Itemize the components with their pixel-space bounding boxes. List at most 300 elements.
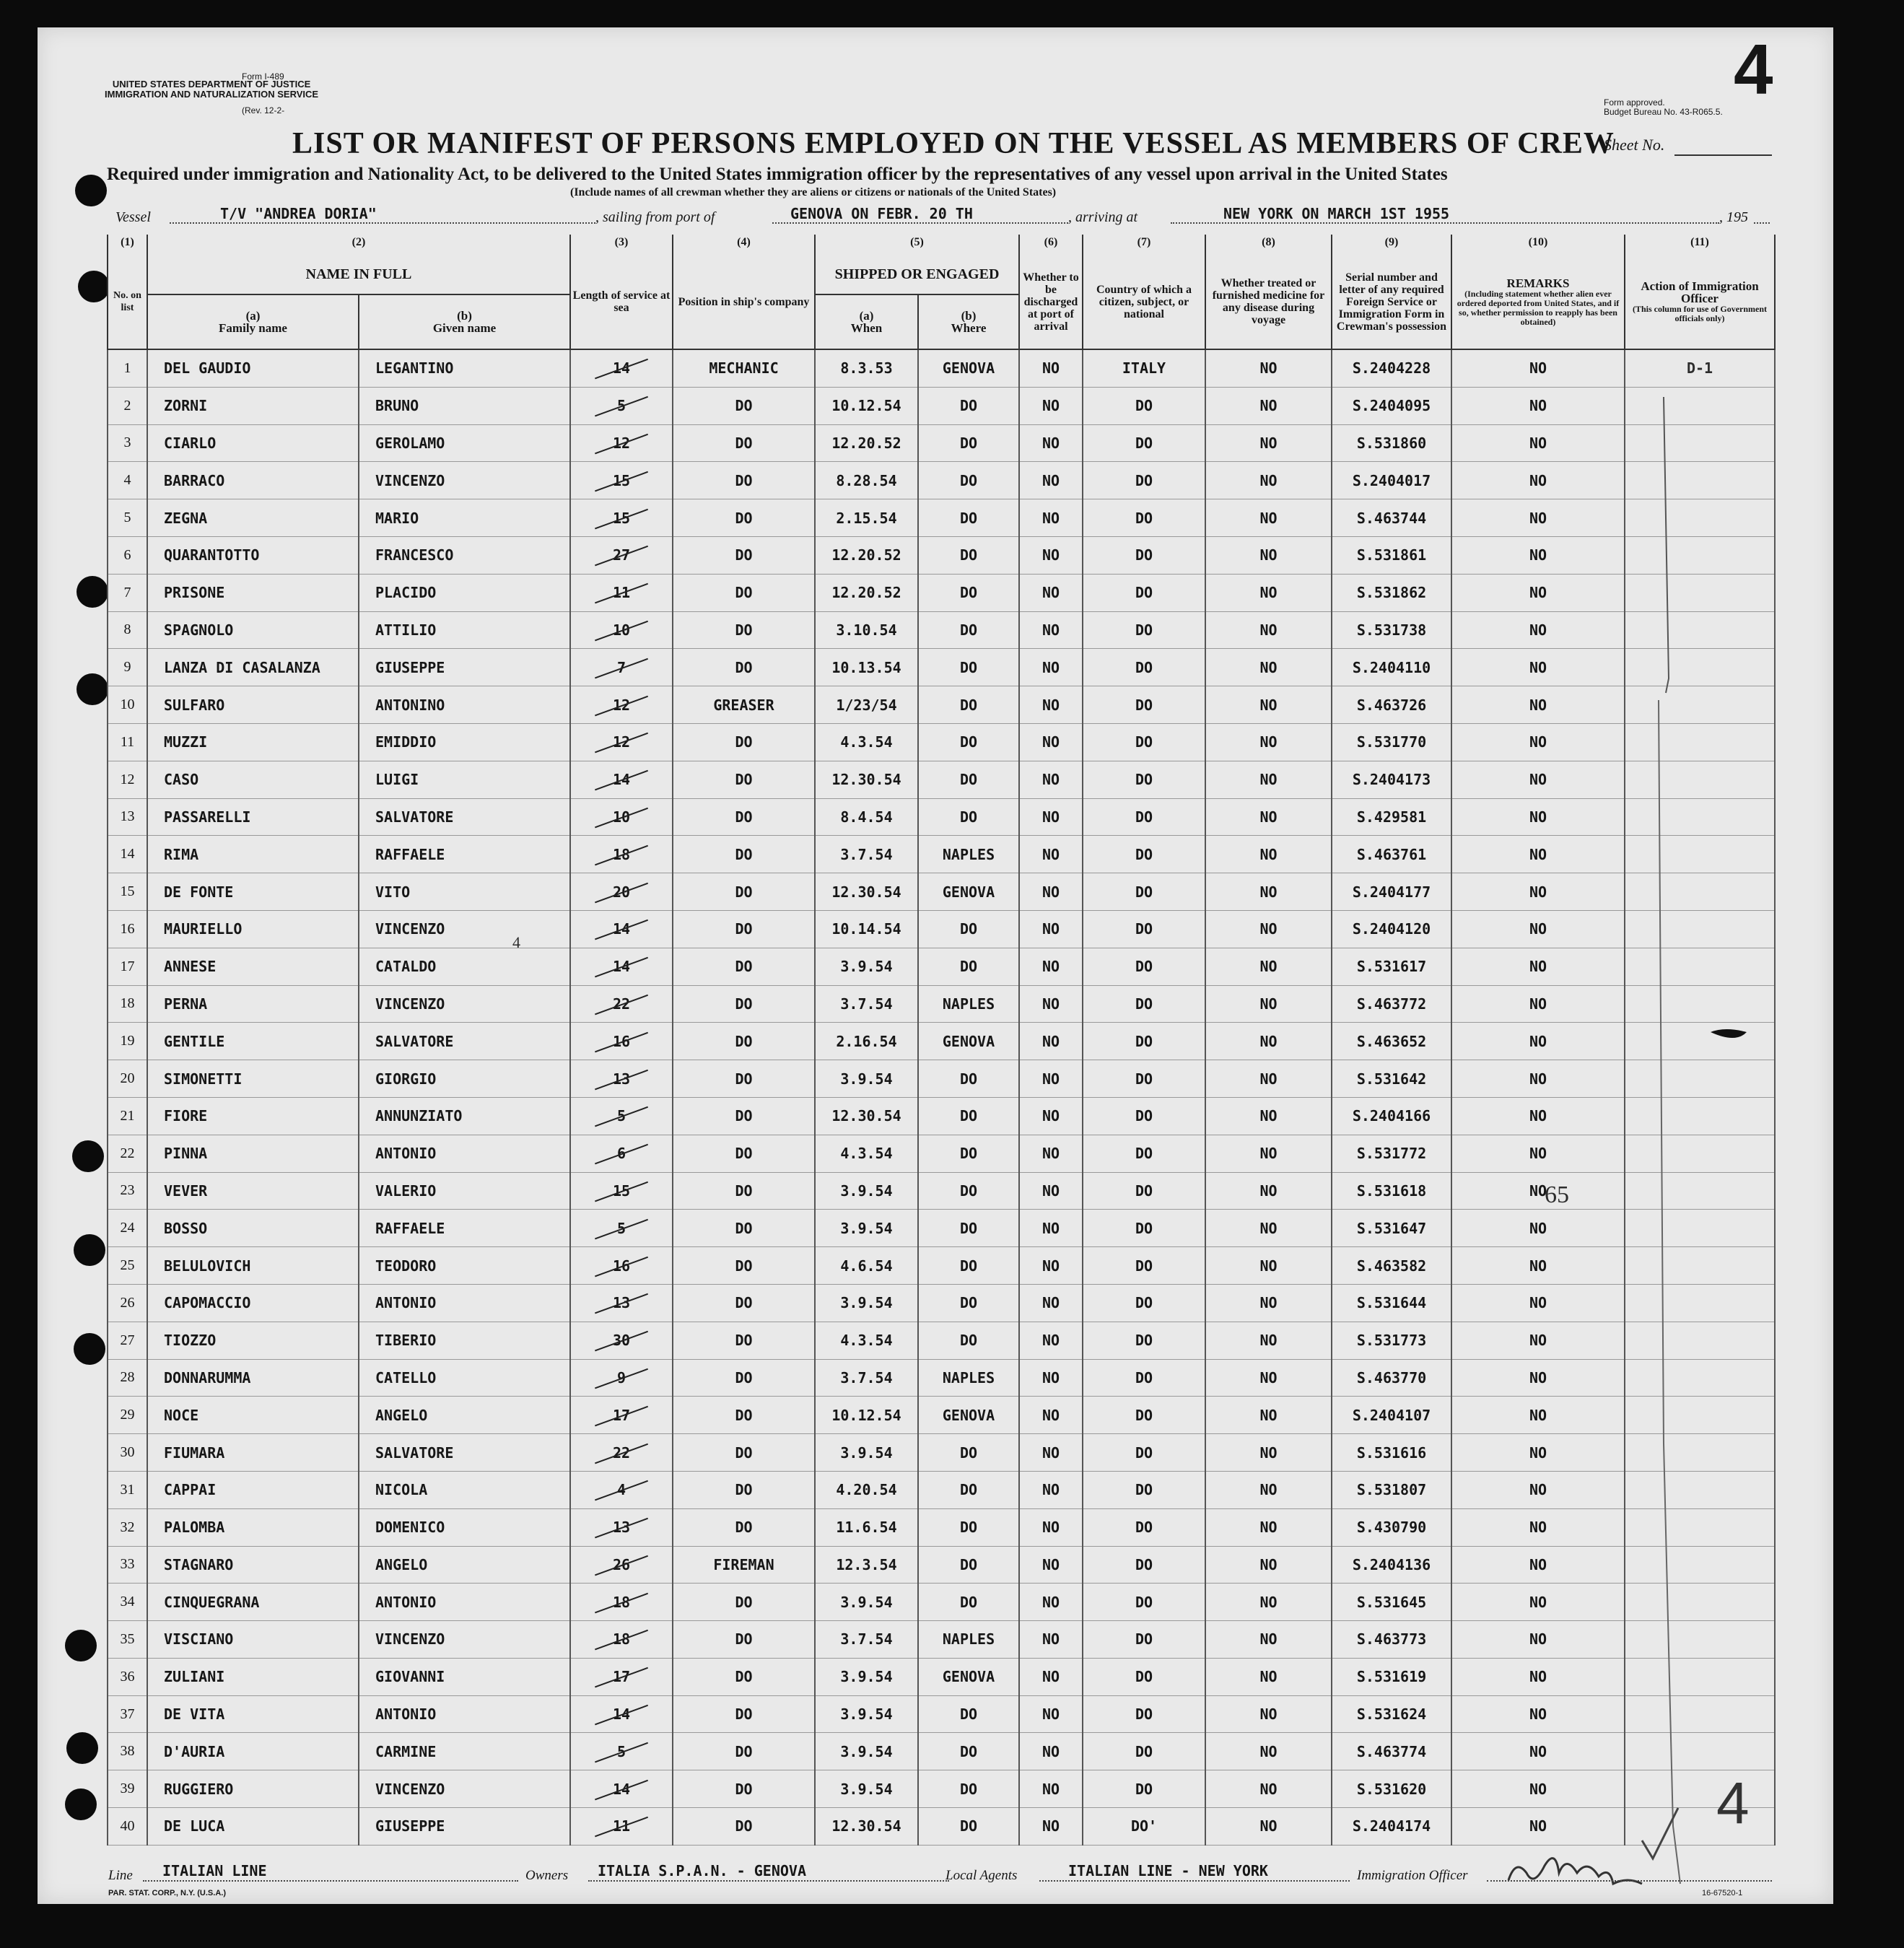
- cell-remarks: NO: [1451, 1023, 1625, 1060]
- service-value: 5: [616, 1742, 626, 1760]
- cell-remarks: NO: [1451, 1397, 1625, 1434]
- cell-serial: S.531620: [1332, 1770, 1451, 1808]
- cell-no: 18: [108, 985, 147, 1023]
- cell-treated: NO: [1205, 723, 1332, 761]
- cell-treated: NO: [1205, 1546, 1332, 1584]
- cell-serial: S.531862: [1332, 574, 1451, 611]
- cell-discharged: NO: [1019, 1621, 1083, 1659]
- cell-service: [570, 387, 673, 424]
- cell-family: ZULIANI: [147, 1658, 359, 1695]
- cell-discharged: NO: [1019, 1359, 1083, 1397]
- cell-serial: S.2404228: [1332, 349, 1451, 387]
- cell-given: ANTONIO: [359, 1284, 570, 1322]
- cell-family: NOCE: [147, 1397, 359, 1434]
- pencil-note-65: 65: [1545, 1182, 1569, 1208]
- cell-given: FRANCESCO: [359, 536, 570, 574]
- service-value: 12: [612, 733, 631, 751]
- header-no-on-list: No. on list: [108, 255, 147, 349]
- cell-position: DO: [673, 1658, 815, 1695]
- col-num-1: (1): [108, 235, 147, 255]
- cell-serial: S.2404177: [1332, 873, 1451, 911]
- cell-serial: S.463726: [1332, 686, 1451, 724]
- cell-treated: NO: [1205, 1284, 1332, 1322]
- table-row: [108, 462, 1775, 499]
- cell-family: PALOMBA: [147, 1508, 359, 1546]
- cell-country: DO: [1083, 723, 1205, 761]
- cell-position: DO: [673, 499, 815, 537]
- cell-serial: S.531624: [1332, 1695, 1451, 1733]
- form-id-line-2: (Rev. 12-2-: [242, 105, 285, 115]
- table-row: [108, 1770, 1775, 1808]
- subsubtitle: (Include names of all crewman whether they are aliens or citizens or nationals of the United States): [570, 186, 1057, 198]
- service-value: 14: [612, 359, 631, 377]
- cell-remarks: NO: [1451, 349, 1625, 387]
- cell-discharged: NO: [1019, 1808, 1083, 1846]
- cell-discharged: NO: [1019, 1397, 1083, 1434]
- cell-service: [570, 1284, 673, 1322]
- cell-remarks: NO: [1451, 1247, 1625, 1285]
- table-row: [108, 798, 1775, 836]
- cell-service: [570, 948, 673, 985]
- cell-no: 10: [108, 686, 147, 724]
- service-value: 15: [612, 1182, 631, 1200]
- service-value: 12: [612, 696, 631, 714]
- cell-country: DO: [1083, 1770, 1205, 1808]
- cell-where: DO: [918, 1135, 1019, 1172]
- cell-where: DO: [918, 1210, 1019, 1247]
- cell-country: DO: [1083, 1322, 1205, 1359]
- sheet-number-handwritten: 4: [1734, 30, 1773, 109]
- cell-serial: S.463770: [1332, 1359, 1451, 1397]
- vessel-value: T/V "ANDREA DORIA": [220, 205, 377, 222]
- cell-when: 8.4.54: [815, 798, 918, 836]
- cell-no: 28: [108, 1359, 147, 1397]
- cell-serial: S.531738: [1332, 611, 1451, 649]
- table-row: [108, 1397, 1775, 1434]
- cell-position: DO: [673, 1172, 815, 1210]
- cell-remarks: NO: [1451, 1658, 1625, 1695]
- cell-when: 3.9.54: [815, 1584, 918, 1621]
- cell-given: VINCENZO: [359, 1621, 570, 1659]
- cell-discharged: NO: [1019, 499, 1083, 537]
- cell-when: 12.30.54: [815, 1097, 918, 1135]
- cell-position: DO: [673, 1322, 815, 1359]
- cell-service: [570, 1808, 673, 1846]
- cell-serial: S.2404017: [1332, 462, 1451, 499]
- cell-when: 8.28.54: [815, 462, 918, 499]
- cell-remarks: NO: [1451, 1770, 1625, 1808]
- cell-serial: S.531618: [1332, 1172, 1451, 1210]
- cell-country: DO: [1083, 761, 1205, 798]
- cell-treated: NO: [1205, 499, 1332, 537]
- cell-discharged: NO: [1019, 462, 1083, 499]
- cell-serial: S.531616: [1332, 1434, 1451, 1472]
- cell-treated: NO: [1205, 1135, 1332, 1172]
- cell-position: DO: [673, 1508, 815, 1546]
- cell-service: [570, 1397, 673, 1434]
- cell-country: DO: [1083, 798, 1205, 836]
- cell-family: DE FONTE: [147, 873, 359, 911]
- agency-line-2: IMMIGRATION AND NATURALIZATION SERVICE: [105, 89, 319, 100]
- cell-country: DO: [1083, 387, 1205, 424]
- cell-when: 12.30.54: [815, 873, 918, 911]
- cell-discharged: NO: [1019, 1097, 1083, 1135]
- year-label: , 195: [1719, 209, 1748, 225]
- service-value: 5: [616, 397, 626, 415]
- cell-given: EMIDDIO: [359, 723, 570, 761]
- table-row: [108, 424, 1775, 462]
- approved-block: [1604, 98, 1723, 117]
- cell-position: DO: [673, 1247, 815, 1285]
- table-row: [108, 723, 1775, 761]
- cell-position: DO: [673, 1135, 815, 1172]
- cell-given: VITO: [359, 873, 570, 911]
- cell-remarks: NO: [1451, 1210, 1625, 1247]
- cell-treated: NO: [1205, 686, 1332, 724]
- cell-country: DO: [1083, 1247, 1205, 1285]
- table-row: [108, 1733, 1775, 1770]
- cell-discharged: NO: [1019, 649, 1083, 686]
- cell-discharged: NO: [1019, 1247, 1083, 1285]
- cell-where: DO: [918, 499, 1019, 537]
- cell-when: 4.3.54: [815, 1135, 918, 1172]
- cell-no: 2: [108, 387, 147, 424]
- cell-service: [570, 649, 673, 686]
- service-value: 27: [612, 546, 631, 564]
- cell-no: 11: [108, 723, 147, 761]
- cell-service: [570, 1471, 673, 1508]
- cell-when: 3.7.54: [815, 836, 918, 873]
- cell-given: SALVATORE: [359, 798, 570, 836]
- cell-family: ANNESE: [147, 948, 359, 985]
- cell-when: 10.12.54: [815, 387, 918, 424]
- cell-given: TIBERIO: [359, 1322, 570, 1359]
- cell-serial: S.531617: [1332, 948, 1451, 985]
- remarks-note: (Including statement whether alien ever ordered deported from United States, and if so, whether permission to reapply has been obtained): [1457, 288, 1620, 327]
- cell-service: [570, 1584, 673, 1621]
- where-sub: (b): [961, 309, 977, 323]
- cell-remarks: NO: [1451, 1359, 1625, 1397]
- service-value: 18: [612, 845, 631, 863]
- table-row: [108, 536, 1775, 574]
- cell-country: ITALY: [1083, 349, 1205, 387]
- cell-discharged: NO: [1019, 1695, 1083, 1733]
- cell-action: D-1: [1625, 349, 1775, 387]
- cell-family: LANZA DI CASALANZA: [147, 649, 359, 686]
- cell-no: 25: [108, 1247, 147, 1285]
- cell-no: 17: [108, 948, 147, 985]
- table-row: [108, 649, 1775, 686]
- cell-when: 3.9.54: [815, 1060, 918, 1098]
- cell-family: FIORE: [147, 1097, 359, 1135]
- when-label: When: [850, 321, 883, 335]
- owners-value: ITALIA S.P.A.N. - GENOVA: [598, 1862, 806, 1879]
- table-row: [108, 1808, 1775, 1846]
- page-title: LIST OR MANIFEST OF PERSONS EMPLOYED ON THE VESSEL AS MEMBERS OF CREW: [292, 127, 1615, 160]
- cell-discharged: NO: [1019, 948, 1083, 985]
- cell-given: VALERIO: [359, 1172, 570, 1210]
- cell-when: 3.7.54: [815, 1359, 918, 1397]
- cell-family: D'AURIA: [147, 1733, 359, 1770]
- service-value: 9: [616, 1368, 626, 1386]
- vessel-line: [170, 222, 595, 224]
- cell-where: DO: [918, 948, 1019, 985]
- cell-position: DO: [673, 836, 815, 873]
- cell-treated: NO: [1205, 761, 1332, 798]
- line-field-line: [143, 1880, 518, 1882]
- cell-position: DO: [673, 462, 815, 499]
- cell-remarks: NO: [1451, 424, 1625, 462]
- cell-country: DO: [1083, 910, 1205, 948]
- cell-serial: S.531645: [1332, 1584, 1451, 1621]
- cell-service: [570, 462, 673, 499]
- cell-discharged: NO: [1019, 836, 1083, 873]
- cell-no: 27: [108, 1322, 147, 1359]
- cell-no: 15: [108, 873, 147, 911]
- given-sub: (b): [457, 309, 472, 323]
- cell-position: DO: [673, 1621, 815, 1659]
- cell-country: DO': [1083, 1808, 1205, 1846]
- punch-hole: [77, 576, 108, 608]
- approved-line-1: Form approved.: [1604, 97, 1665, 108]
- cell-treated: NO: [1205, 349, 1332, 387]
- printer-credit: PAR. STAT. CORP., N.Y. (U.S.A.): [108, 1889, 226, 1897]
- cell-given: CATELLO: [359, 1359, 570, 1397]
- table-row: [108, 873, 1775, 911]
- cell-position: DO: [673, 761, 815, 798]
- cell-family: BELULOVICH: [147, 1247, 359, 1285]
- cell-position: DO: [673, 536, 815, 574]
- cell-family: ZORNI: [147, 387, 359, 424]
- cell-country: DO: [1083, 1471, 1205, 1508]
- cell-when: 2.15.54: [815, 499, 918, 537]
- cell-country: DO: [1083, 873, 1205, 911]
- cell-treated: NO: [1205, 1695, 1332, 1733]
- cell-discharged: NO: [1019, 1172, 1083, 1210]
- col-num-6: (6): [1019, 235, 1083, 255]
- service-value: 14: [612, 1705, 631, 1724]
- cell-remarks: NO: [1451, 499, 1625, 537]
- cell-given: NICOLA: [359, 1471, 570, 1508]
- cell-given: TEODORO: [359, 1247, 570, 1285]
- cell-family: TIOZZO: [147, 1322, 359, 1359]
- cell-where: DO: [918, 1322, 1019, 1359]
- cell-family: CINQUEGRANA: [147, 1584, 359, 1621]
- cell-treated: NO: [1205, 948, 1332, 985]
- cell-remarks: NO: [1451, 574, 1625, 611]
- cell-no: 37: [108, 1695, 147, 1733]
- cell-remarks: NO: [1451, 1471, 1625, 1508]
- service-value: 18: [612, 1630, 631, 1648]
- punch-hole: [75, 175, 107, 206]
- cell-given: VINCENZO: [359, 910, 570, 948]
- approved-line-2: Budget Bureau No. 43-R065.5.: [1604, 107, 1723, 117]
- cell-family: RUGGIERO: [147, 1770, 359, 1808]
- cell-discharged: NO: [1019, 686, 1083, 724]
- cell-given: RAFFAELE: [359, 1210, 570, 1247]
- service-value: 22: [612, 1443, 631, 1462]
- cell-discharged: NO: [1019, 574, 1083, 611]
- cell-where: DO: [918, 1546, 1019, 1584]
- cell-when: 3.9.54: [815, 1770, 918, 1808]
- cell-when: 11.6.54: [815, 1508, 918, 1546]
- cell-treated: NO: [1205, 1210, 1332, 1247]
- cell-discharged: NO: [1019, 1210, 1083, 1247]
- cell-family: RIMA: [147, 836, 359, 873]
- cell-treated: NO: [1205, 611, 1332, 649]
- cell-no: 13: [108, 798, 147, 836]
- cell-where: GENOVA: [918, 349, 1019, 387]
- service-value: 4: [616, 1481, 626, 1499]
- cell-discharged: NO: [1019, 761, 1083, 798]
- cell-discharged: NO: [1019, 387, 1083, 424]
- col-num-10: (10): [1451, 235, 1625, 255]
- cell-when: 3.9.54: [815, 1284, 918, 1322]
- cell-no: 35: [108, 1621, 147, 1659]
- ink-smudge: [1711, 1029, 1747, 1038]
- table-row: [108, 1621, 1775, 1659]
- cell-no: 29: [108, 1397, 147, 1434]
- table-row: [108, 1546, 1775, 1584]
- cell-remarks: NO: [1451, 1695, 1625, 1733]
- cell-position: DO: [673, 948, 815, 985]
- cell-service: [570, 1508, 673, 1546]
- header-name-in-full: NAME IN FULL: [147, 255, 570, 294]
- service-value: 30: [612, 1332, 631, 1350]
- cell-remarks: NO: [1451, 1621, 1625, 1659]
- service-value: 13: [612, 1519, 631, 1537]
- service-value: 14: [612, 771, 631, 789]
- col-num-9: (9): [1332, 235, 1451, 255]
- cell-treated: NO: [1205, 1621, 1332, 1659]
- service-value: 11: [612, 1817, 631, 1835]
- cell-service: [570, 536, 673, 574]
- cell-no: 36: [108, 1658, 147, 1695]
- cell-where: DO: [918, 1284, 1019, 1322]
- cell-discharged: NO: [1019, 910, 1083, 948]
- line-value: ITALIAN LINE: [162, 1862, 267, 1879]
- cell-remarks: NO: [1451, 1546, 1625, 1584]
- cell-serial: S.531647: [1332, 1210, 1451, 1247]
- cell-country: DO: [1083, 1284, 1205, 1322]
- cell-treated: NO: [1205, 387, 1332, 424]
- col-num-4: (4): [673, 235, 815, 255]
- arriving-label: , arriving at: [1068, 209, 1138, 225]
- cell-remarks: NO: [1451, 1135, 1625, 1172]
- cell-country: DO: [1083, 536, 1205, 574]
- cell-position: DO: [673, 424, 815, 462]
- cell-no: 9: [108, 649, 147, 686]
- cell-treated: NO: [1205, 1023, 1332, 1060]
- cell-position: DO: [673, 1733, 815, 1770]
- cell-remarks: NO: [1451, 1097, 1625, 1135]
- cell-discharged: NO: [1019, 985, 1083, 1023]
- family-label: Family name: [219, 321, 287, 335]
- cell-discharged: NO: [1019, 798, 1083, 836]
- service-value: 6: [616, 1145, 626, 1163]
- cell-when: 3.9.54: [815, 1434, 918, 1472]
- agents-field-line: [1039, 1880, 1350, 1882]
- cell-discharged: NO: [1019, 1135, 1083, 1172]
- cell-serial: S.2404136: [1332, 1546, 1451, 1584]
- cell-family: CASO: [147, 761, 359, 798]
- table-row: [108, 910, 1775, 948]
- cell-remarks: NO: [1451, 649, 1625, 686]
- header-length-of-service: Length of service at sea: [570, 255, 673, 349]
- cell-when: 2.16.54: [815, 1023, 918, 1060]
- cell-country: DO: [1083, 1210, 1205, 1247]
- cell-discharged: NO: [1019, 1023, 1083, 1060]
- cell-when: 4.20.54: [815, 1471, 918, 1508]
- table-row: [108, 387, 1775, 424]
- cell-service: [570, 1546, 673, 1584]
- cell-where: NAPLES: [918, 985, 1019, 1023]
- cell-treated: NO: [1205, 798, 1332, 836]
- cell-treated: NO: [1205, 1434, 1332, 1472]
- cell-treated: NO: [1205, 836, 1332, 873]
- cell-where: DO: [918, 1508, 1019, 1546]
- table-row: [108, 1023, 1775, 1060]
- cell-where: DO: [918, 686, 1019, 724]
- col-num-11: (11): [1625, 235, 1775, 255]
- cell-when: 8.3.53: [815, 349, 918, 387]
- cell-where: DO: [918, 723, 1019, 761]
- cell-remarks: NO: [1451, 798, 1625, 836]
- cell-serial: S.463761: [1332, 836, 1451, 873]
- cell-service: [570, 1172, 673, 1210]
- print-code: 16-67520-1: [1702, 1889, 1743, 1897]
- cell-remarks: NO: [1451, 1733, 1625, 1770]
- cell-serial: S.463652: [1332, 1023, 1451, 1060]
- col-num-3: (3): [570, 235, 673, 255]
- header-remarks: [1451, 255, 1625, 349]
- cell-no: 16: [108, 910, 147, 948]
- cell-country: DO: [1083, 1397, 1205, 1434]
- cell-country: DO: [1083, 424, 1205, 462]
- cell-family: MAURIELLO: [147, 910, 359, 948]
- cell-serial: S.463582: [1332, 1247, 1451, 1285]
- table-row: [108, 1135, 1775, 1172]
- cell-position: DO: [673, 798, 815, 836]
- action-title: Action of Immigration Officer: [1641, 279, 1759, 305]
- cell-no: 38: [108, 1733, 147, 1770]
- cell-treated: NO: [1205, 1322, 1332, 1359]
- cell-country: DO: [1083, 836, 1205, 873]
- cell-no: 32: [108, 1508, 147, 1546]
- cell-when: 3.9.54: [815, 1210, 918, 1247]
- cell-country: DO: [1083, 1695, 1205, 1733]
- col-num-5: (5): [815, 235, 1019, 255]
- cell-when: 3.9.54: [815, 948, 918, 985]
- cell-service: [570, 1060, 673, 1098]
- cell-given: GEROLAMO: [359, 424, 570, 462]
- cell-country: DO: [1083, 1546, 1205, 1584]
- cell-where: DO: [918, 1060, 1019, 1098]
- remarks-title: REMARKS: [1506, 276, 1570, 290]
- cell-treated: NO: [1205, 1733, 1332, 1770]
- cell-serial: S.2404173: [1332, 761, 1451, 798]
- table-row: [108, 1210, 1775, 1247]
- table-row: [108, 1471, 1775, 1508]
- cell-given: RAFFAELE: [359, 836, 570, 873]
- cell-service: [570, 574, 673, 611]
- crew-manifest-table: [107, 235, 1776, 1846]
- cell-family: FIUMARA: [147, 1434, 359, 1472]
- punch-hole: [77, 673, 108, 705]
- arriving-line: [1171, 222, 1719, 224]
- cell-given: LUIGI: [359, 761, 570, 798]
- service-value: 16: [612, 1257, 631, 1275]
